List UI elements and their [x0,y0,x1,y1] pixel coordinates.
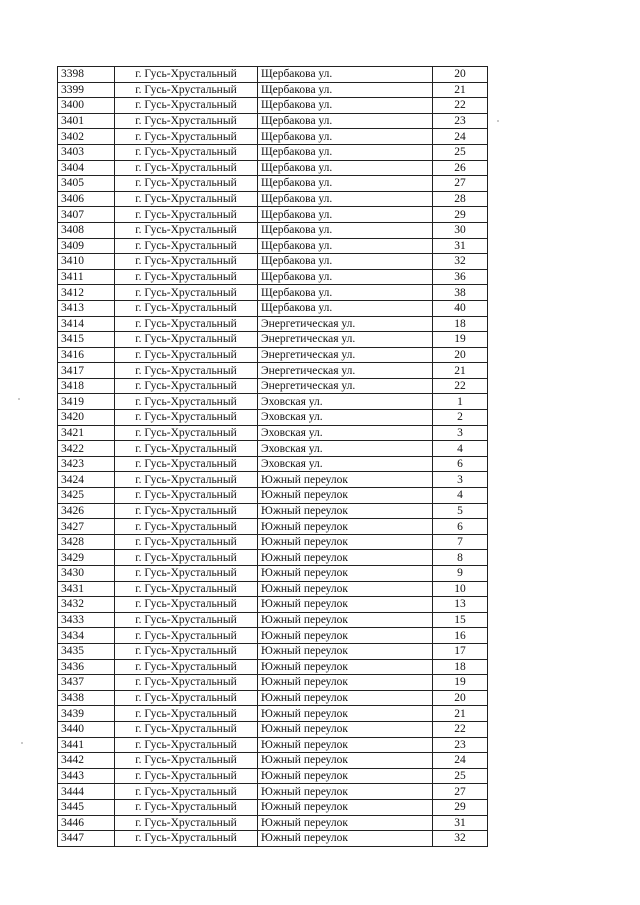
house-number-cell: 21 [433,82,488,98]
house-number-cell: 21 [433,363,488,379]
street-cell: Южный переулок [258,581,433,597]
table-row [58,254,488,270]
city-cell: г. Гусь-Хрустальный [115,425,258,441]
row-number-cell: 3442 [58,753,115,769]
table-row [58,706,488,722]
row-number-cell: 3433 [58,612,115,628]
house-number-cell: 22 [433,721,488,737]
house-number-cell: 16 [433,628,488,644]
table-row [58,753,488,769]
city-cell: г. Гусь-Хрустальный [115,628,258,644]
row-number-cell: 3407 [58,207,115,223]
house-number-cell: 6 [433,519,488,535]
city-cell: г. Гусь-Хрустальный [115,456,258,472]
house-number-cell: 8 [433,550,488,566]
city-cell: г. Гусь-Хрустальный [115,332,258,348]
house-number-cell: 7 [433,534,488,550]
street-cell: Щербакова ул. [258,254,433,270]
city-cell: г. Гусь-Хрустальный [115,690,258,706]
row-number-cell: 3398 [58,67,115,83]
row-number-cell: 3415 [58,332,115,348]
city-cell: г. Гусь-Хрустальный [115,144,258,160]
table-row [58,363,488,379]
row-number-cell: 3445 [58,799,115,815]
table-row [58,222,488,238]
city-cell: г. Гусь-Хрустальный [115,67,258,83]
row-number-cell: 3444 [58,784,115,800]
table-row [58,378,488,394]
row-number-cell: 3424 [58,472,115,488]
house-number-cell: 18 [433,316,488,332]
city-cell: г. Гусь-Хрустальный [115,285,258,301]
row-number-cell: 3419 [58,394,115,410]
row-number-cell: 3403 [58,144,115,160]
street-cell: Щербакова ул. [258,222,433,238]
street-cell: Щербакова ул. [258,98,433,114]
city-cell: г. Гусь-Хрустальный [115,815,258,831]
row-number-cell: 3405 [58,176,115,192]
street-cell: Южный переулок [258,488,433,504]
house-number-cell: 4 [433,441,488,457]
table-row [58,472,488,488]
house-number-cell: 4 [433,488,488,504]
city-cell: г. Гусь-Хрустальный [115,753,258,769]
city-cell: г. Гусь-Хрустальный [115,269,258,285]
house-number-cell: 27 [433,784,488,800]
table-row [58,643,488,659]
row-number-cell: 3432 [58,597,115,613]
city-cell: г. Гусь-Хрустальный [115,519,258,535]
street-cell: Щербакова ул. [258,129,433,145]
table-row [58,456,488,472]
street-cell: Южный переулок [258,597,433,613]
row-number-cell: 3437 [58,675,115,691]
city-cell: г. Гусь-Хрустальный [115,316,258,332]
row-number-cell: 3436 [58,659,115,675]
city-cell: г. Гусь-Хрустальный [115,222,258,238]
row-number-cell: 3428 [58,534,115,550]
city-cell: г. Гусь-Хрустальный [115,768,258,784]
row-number-cell: 3416 [58,347,115,363]
house-number-cell: 40 [433,300,488,316]
city-cell: г. Гусь-Хрустальный [115,410,258,426]
street-cell: Щербакова ул. [258,285,433,301]
house-number-cell: 21 [433,706,488,722]
street-cell: Энергетическая ул. [258,316,433,332]
address-table-body [58,67,488,847]
row-number-cell: 3412 [58,285,115,301]
city-cell: г. Гусь-Хрустальный [115,597,258,613]
street-cell: Южный переулок [258,799,433,815]
house-number-cell: 36 [433,269,488,285]
street-cell: Южный переулок [258,472,433,488]
row-number-cell: 3401 [58,113,115,129]
house-number-cell: 20 [433,67,488,83]
row-number-cell: 3440 [58,721,115,737]
street-cell: Щербакова ул. [258,113,433,129]
scan-speck [18,398,20,400]
house-number-cell: 22 [433,378,488,394]
table-row [58,534,488,550]
city-cell: г. Гусь-Хрустальный [115,207,258,223]
city-cell: г. Гусь-Хрустальный [115,300,258,316]
table-row [58,191,488,207]
table-row [58,612,488,628]
table-row [58,316,488,332]
scan-speck [21,742,23,744]
table-row [58,285,488,301]
row-number-cell: 3411 [58,269,115,285]
house-number-cell: 3 [433,425,488,441]
city-cell: г. Гусь-Хрустальный [115,643,258,659]
house-number-cell: 26 [433,160,488,176]
street-cell: Южный переулок [258,831,433,847]
table-row [58,799,488,815]
street-cell: Щербакова ул. [258,67,433,83]
city-cell: г. Гусь-Хрустальный [115,82,258,98]
house-number-cell: 2 [433,410,488,426]
house-number-cell: 9 [433,566,488,582]
row-number-cell: 3420 [58,410,115,426]
row-number-cell: 3418 [58,378,115,394]
house-number-cell: 20 [433,690,488,706]
street-cell: Южный переулок [258,721,433,737]
table-row [58,300,488,316]
table-row [58,269,488,285]
row-number-cell: 3438 [58,690,115,706]
table-row [58,160,488,176]
table-row [58,441,488,457]
street-cell: Южный переулок [258,690,433,706]
city-cell: г. Гусь-Хрустальный [115,98,258,114]
row-number-cell: 3414 [58,316,115,332]
city-cell: г. Гусь-Хрустальный [115,675,258,691]
house-number-cell: 5 [433,503,488,519]
street-cell: Южный переулок [258,519,433,535]
table-row [58,690,488,706]
table-row [58,815,488,831]
city-cell: г. Гусь-Хрустальный [115,191,258,207]
city-cell: г. Гусь-Хрустальный [115,799,258,815]
city-cell: г. Гусь-Хрустальный [115,363,258,379]
house-number-cell: 27 [433,176,488,192]
street-cell: Южный переулок [258,534,433,550]
table-row [58,581,488,597]
house-number-cell: 23 [433,737,488,753]
street-cell: Щербакова ул. [258,82,433,98]
table-row [58,67,488,83]
street-cell: Южный переулок [258,612,433,628]
table-row [58,721,488,737]
table-row [58,113,488,129]
table-row [58,347,488,363]
street-cell: Эховская ул. [258,441,433,457]
city-cell: г. Гусь-Хрустальный [115,784,258,800]
table-row [58,737,488,753]
house-number-cell: 3 [433,472,488,488]
house-number-cell: 32 [433,831,488,847]
street-cell: Южный переулок [258,675,433,691]
house-number-cell: 32 [433,254,488,270]
table-row [58,176,488,192]
row-number-cell: 3410 [58,254,115,270]
city-cell: г. Гусь-Хрустальный [115,503,258,519]
house-number-cell: 19 [433,332,488,348]
house-number-cell: 23 [433,113,488,129]
street-cell: Южный переулок [258,566,433,582]
house-number-cell: 29 [433,207,488,223]
house-number-cell: 1 [433,394,488,410]
row-number-cell: 3399 [58,82,115,98]
row-number-cell: 3426 [58,503,115,519]
table-row [58,82,488,98]
row-number-cell: 3421 [58,425,115,441]
row-number-cell: 3422 [58,441,115,457]
house-number-cell: 15 [433,612,488,628]
house-number-cell: 19 [433,675,488,691]
street-cell: Щербакова ул. [258,176,433,192]
row-number-cell: 3443 [58,768,115,784]
row-number-cell: 3413 [58,300,115,316]
house-number-cell: 24 [433,129,488,145]
row-number-cell: 3446 [58,815,115,831]
street-cell: Южный переулок [258,784,433,800]
street-cell: Щербакова ул. [258,191,433,207]
house-number-cell: 18 [433,659,488,675]
table-row [58,550,488,566]
house-number-cell: 6 [433,456,488,472]
city-cell: г. Гусь-Хрустальный [115,254,258,270]
city-cell: г. Гусь-Хрустальный [115,488,258,504]
city-cell: г. Гусь-Хрустальный [115,129,258,145]
street-cell: Эховская ул. [258,425,433,441]
street-cell: Южный переулок [258,815,433,831]
table-row [58,675,488,691]
street-cell: Южный переулок [258,643,433,659]
house-number-cell: 28 [433,191,488,207]
table-row [58,597,488,613]
city-cell: г. Гусь-Хрустальный [115,721,258,737]
house-number-cell: 17 [433,643,488,659]
scan-speck [497,120,499,122]
table-row [58,425,488,441]
street-cell: Щербакова ул. [258,144,433,160]
city-cell: г. Гусь-Хрустальный [115,612,258,628]
table-row [58,628,488,644]
street-cell: Энергетическая ул. [258,363,433,379]
street-cell: Щербакова ул. [258,160,433,176]
city-cell: г. Гусь-Хрустальный [115,160,258,176]
row-number-cell: 3404 [58,160,115,176]
street-cell: Эховская ул. [258,456,433,472]
city-cell: г. Гусь-Хрустальный [115,737,258,753]
street-cell: Южный переулок [258,737,433,753]
table-row [58,394,488,410]
row-number-cell: 3435 [58,643,115,659]
table-row [58,98,488,114]
street-cell: Южный переулок [258,706,433,722]
row-number-cell: 3431 [58,581,115,597]
street-cell: Южный переулок [258,628,433,644]
row-number-cell: 3406 [58,191,115,207]
house-number-cell: 20 [433,347,488,363]
row-number-cell: 3423 [58,456,115,472]
city-cell: г. Гусь-Хрустальный [115,472,258,488]
city-cell: г. Гусь-Хрустальный [115,534,258,550]
table-row [58,784,488,800]
city-cell: г. Гусь-Хрустальный [115,113,258,129]
table-row [58,768,488,784]
table-row [58,207,488,223]
row-number-cell: 3402 [58,129,115,145]
house-number-cell: 25 [433,768,488,784]
city-cell: г. Гусь-Хрустальный [115,706,258,722]
house-number-cell: 30 [433,222,488,238]
table-row [58,519,488,535]
table-row [58,503,488,519]
street-cell: Щербакова ул. [258,300,433,316]
street-cell: Энергетическая ул. [258,378,433,394]
row-number-cell: 3434 [58,628,115,644]
house-number-cell: 29 [433,799,488,815]
row-number-cell: 3400 [58,98,115,114]
house-number-cell: 24 [433,753,488,769]
city-cell: г. Гусь-Хрустальный [115,441,258,457]
city-cell: г. Гусь-Хрустальный [115,659,258,675]
row-number-cell: 3408 [58,222,115,238]
street-cell: Энергетическая ул. [258,347,433,363]
table-row [58,238,488,254]
city-cell: г. Гусь-Хрустальный [115,238,258,254]
row-number-cell: 3425 [58,488,115,504]
house-number-cell: 13 [433,597,488,613]
row-number-cell: 3441 [58,737,115,753]
city-cell: г. Гусь-Хрустальный [115,550,258,566]
house-number-cell: 25 [433,144,488,160]
street-cell: Эховская ул. [258,410,433,426]
street-cell: Южный переулок [258,503,433,519]
city-cell: г. Гусь-Хрустальный [115,581,258,597]
table-row [58,144,488,160]
row-number-cell: 3409 [58,238,115,254]
street-cell: Южный переулок [258,550,433,566]
house-number-cell: 22 [433,98,488,114]
address-table [57,66,488,847]
street-cell: Южный переулок [258,659,433,675]
table-row [58,488,488,504]
house-number-cell: 31 [433,238,488,254]
city-cell: г. Гусь-Хрустальный [115,566,258,582]
street-cell: Южный переулок [258,753,433,769]
house-number-cell: 31 [433,815,488,831]
row-number-cell: 3447 [58,831,115,847]
street-cell: Щербакова ул. [258,269,433,285]
row-number-cell: 3429 [58,550,115,566]
house-number-cell: 10 [433,581,488,597]
street-cell: Эховская ул. [258,394,433,410]
city-cell: г. Гусь-Хрустальный [115,378,258,394]
table-row [58,566,488,582]
street-cell: Энергетическая ул. [258,332,433,348]
street-cell: Южный переулок [258,768,433,784]
city-cell: г. Гусь-Хрустальный [115,831,258,847]
house-number-cell: 38 [433,285,488,301]
table-row [58,410,488,426]
row-number-cell: 3417 [58,363,115,379]
table-row [58,129,488,145]
row-number-cell: 3427 [58,519,115,535]
city-cell: г. Гусь-Хрустальный [115,176,258,192]
table-row [58,831,488,847]
street-cell: Щербакова ул. [258,238,433,254]
table-row [58,332,488,348]
table-row [58,659,488,675]
city-cell: г. Гусь-Хрустальный [115,394,258,410]
street-cell: Щербакова ул. [258,207,433,223]
row-number-cell: 3430 [58,566,115,582]
row-number-cell: 3439 [58,706,115,722]
city-cell: г. Гусь-Хрустальный [115,347,258,363]
